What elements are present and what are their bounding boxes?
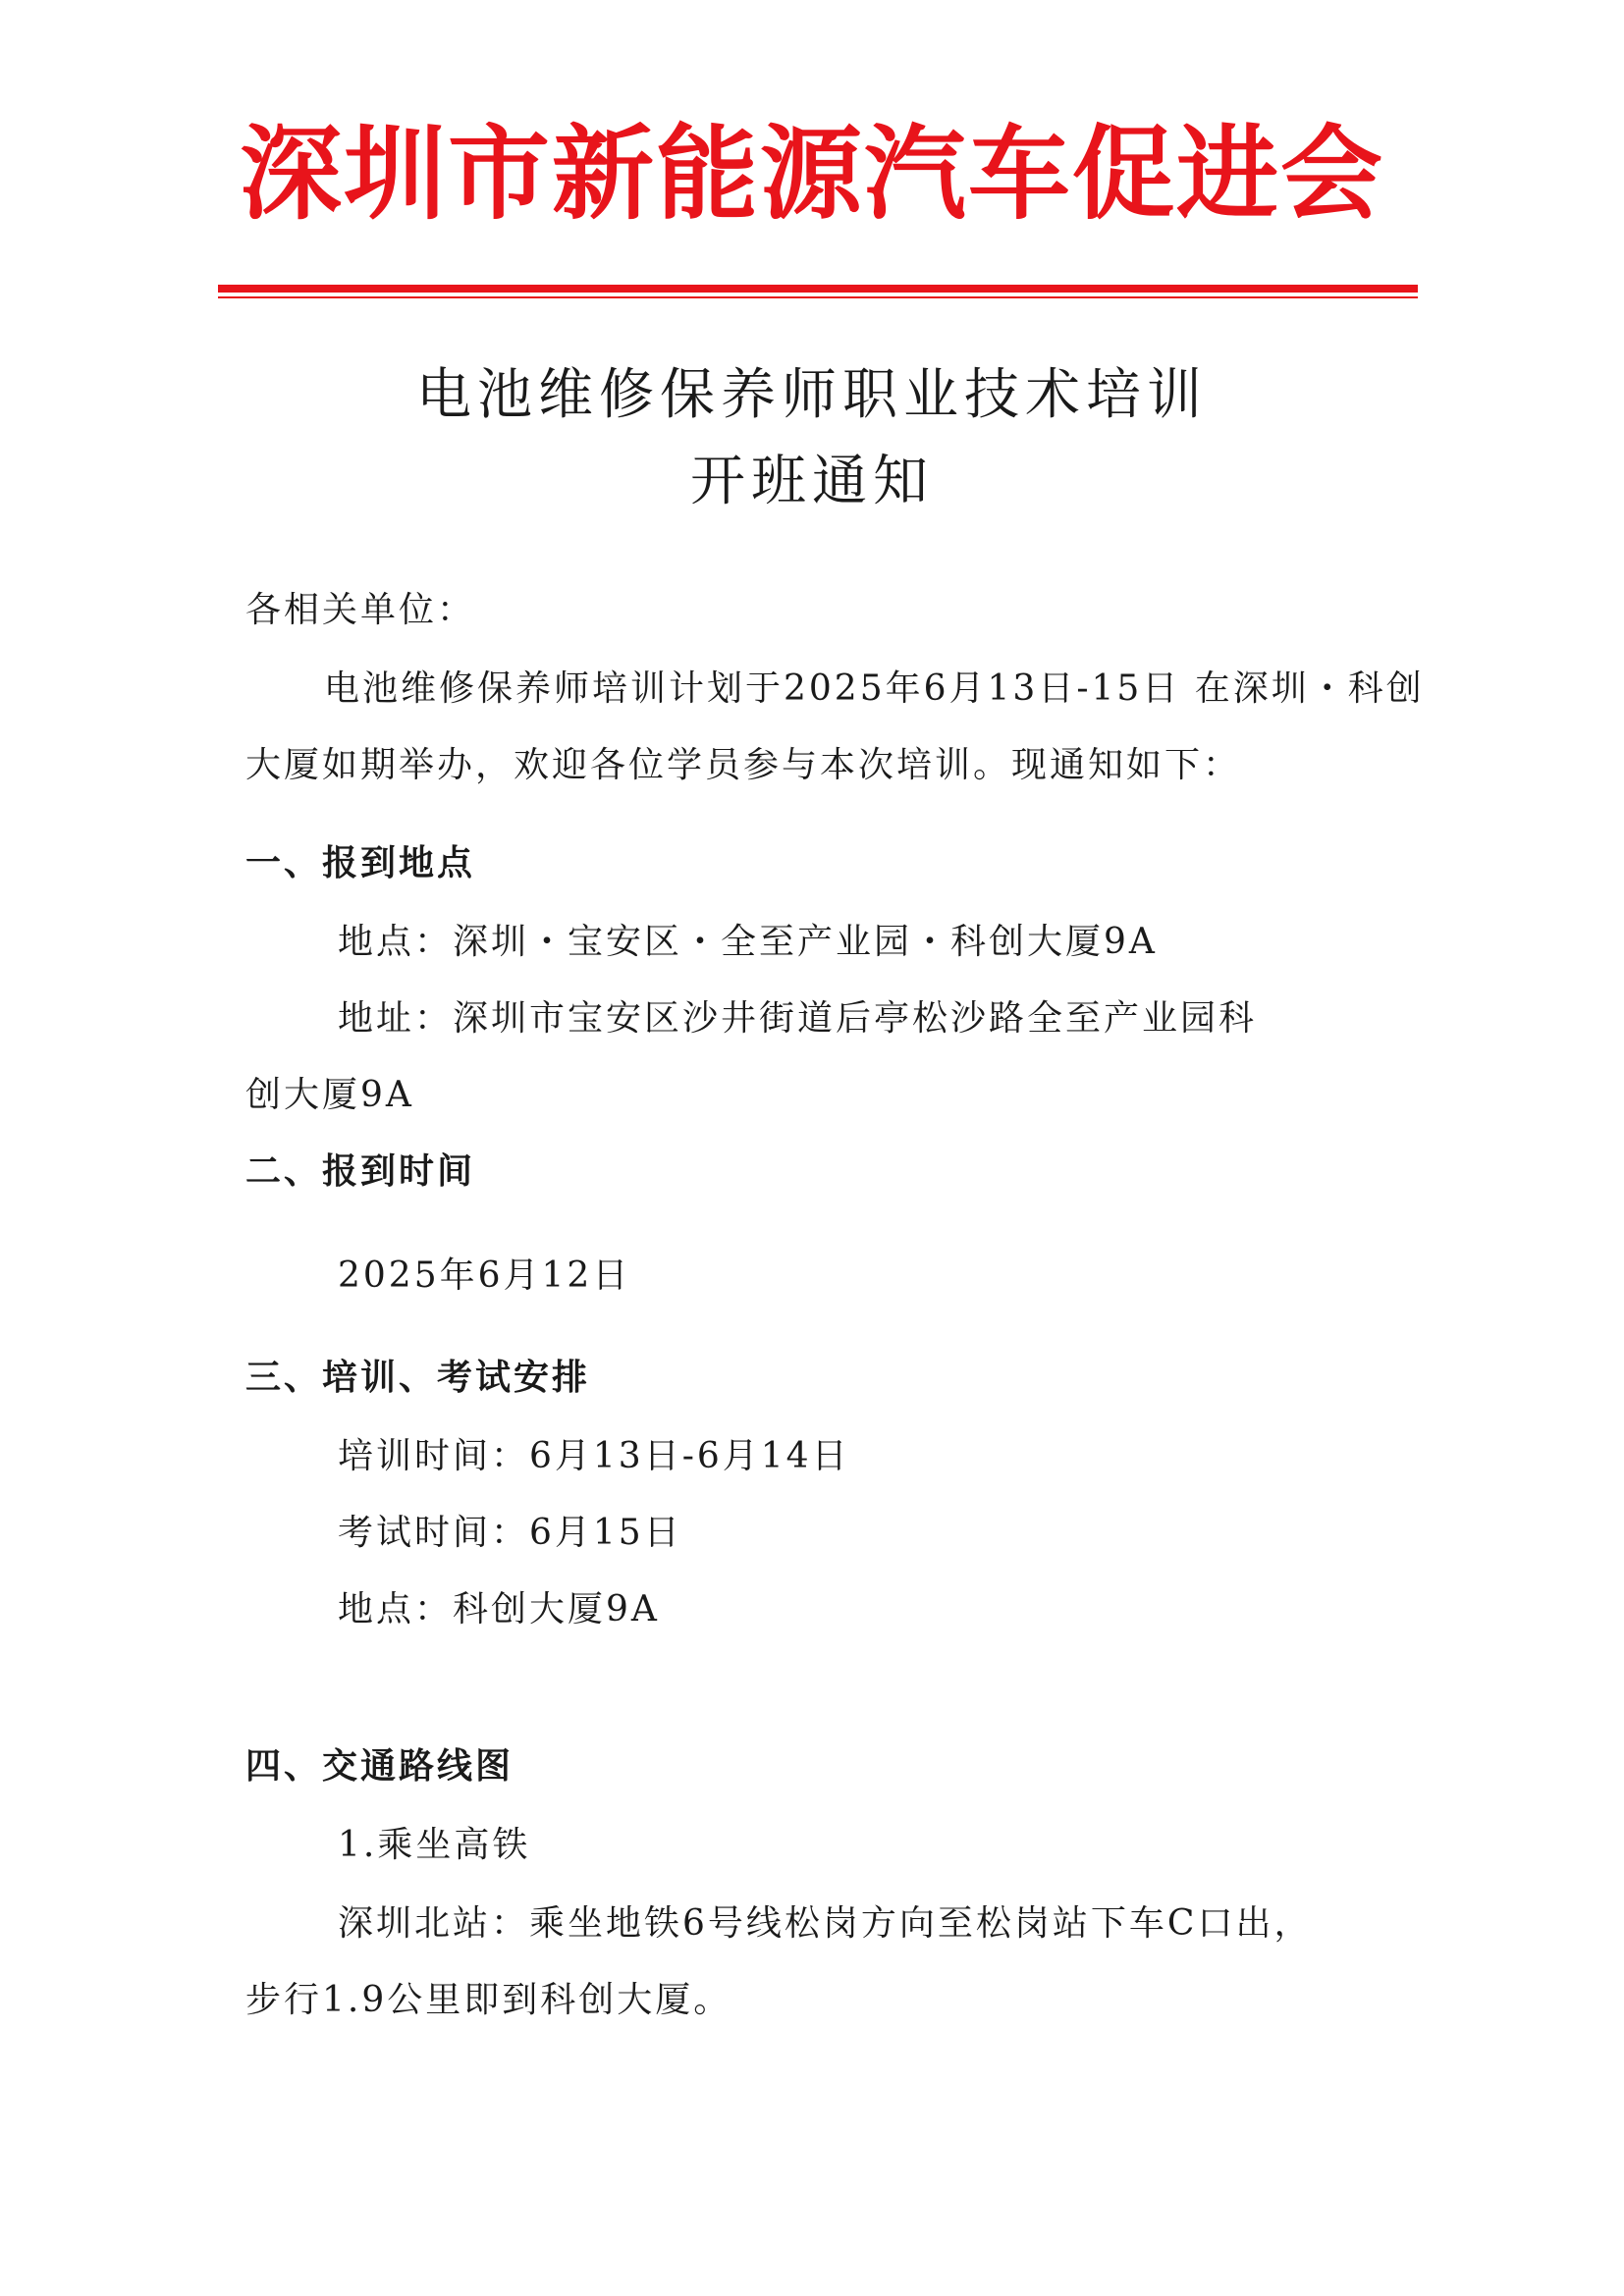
document-title-line-1: 电池维修保养师职业技术培训 xyxy=(416,363,1208,427)
organization-header: 深圳市新能源汽车促进会 xyxy=(239,114,1384,234)
section-heading-checkin-location: 一、报到地点 xyxy=(245,843,476,883)
checkin-address-line-2: 创大厦9A xyxy=(245,1075,414,1115)
salutation: 各相关单位： xyxy=(245,590,476,630)
transport-item-highspeed-rail: 1.乘坐高铁 xyxy=(338,1825,531,1865)
checkin-address-line-1: 地址：深圳市宝安区沙井街道后亭松沙路全至产业园科 xyxy=(338,998,1258,1039)
header-divider-thin xyxy=(218,296,1418,298)
intro-paragraph-line-2: 大厦如期举办，欢迎各位学员参与本次培训。现通知如下： xyxy=(245,745,1242,785)
exam-time: 考试时间：6月15日 xyxy=(338,1513,682,1553)
intro-paragraph-line-1: 电池维修保养师培训计划于2025年6月13日-15日 在深圳・科创 xyxy=(324,668,1425,709)
transport-route-line-1: 深圳北站：乘坐地铁6号线松岗方向至松岗站下车C口出， xyxy=(338,1903,1313,1944)
training-time: 培训时间：6月13日-6月14日 xyxy=(338,1436,850,1476)
checkin-date: 2025年6月12日 xyxy=(338,1255,631,1296)
document-title-line-2: 开班通知 xyxy=(690,450,934,513)
section-heading-training-exam: 三、培训、考试安排 xyxy=(245,1358,591,1398)
checkin-place: 地点：深圳・宝安区・全至产业园・科创大厦9A xyxy=(338,922,1158,962)
section-heading-checkin-time: 二、报到时间 xyxy=(245,1151,476,1192)
header-divider-thick xyxy=(218,285,1418,293)
training-place: 地点：科创大厦9A xyxy=(338,1589,660,1629)
section-heading-transport: 四、交通路线图 xyxy=(245,1746,514,1787)
transport-route-line-2: 步行1.9公里即到科创大厦。 xyxy=(245,1980,732,2020)
